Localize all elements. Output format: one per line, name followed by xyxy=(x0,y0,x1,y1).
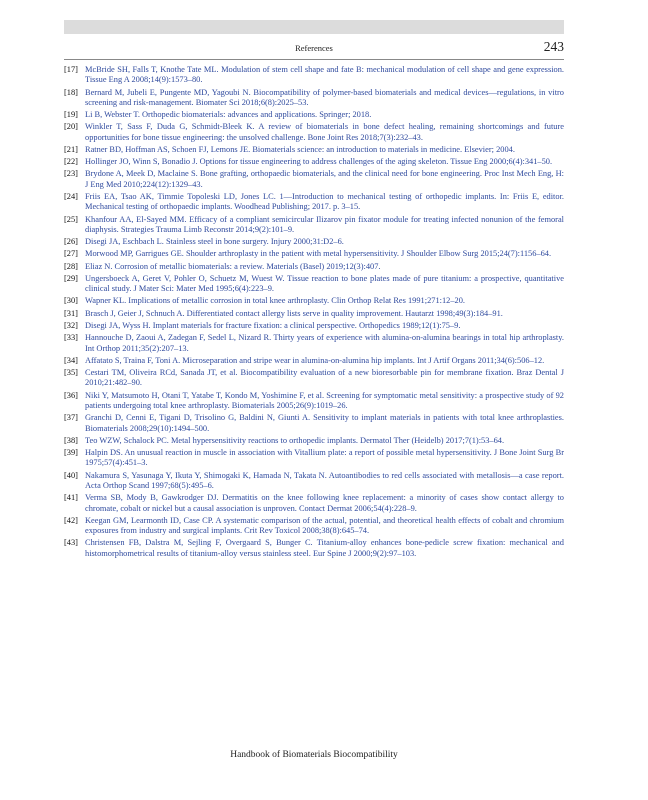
reference-item xyxy=(64,110,564,120)
reference-item xyxy=(64,215,564,236)
reference-item xyxy=(64,88,564,109)
reference-text[interactable]: Halpin DS. An unusual reaction in muscle in association with Vitallium plate: a report of possible metal hypersensitivity. J Bone Joint Surg Br 1975;57(4):451–3. xyxy=(85,447,564,468)
reference-number: [18] xyxy=(64,87,78,97)
reference-text[interactable]: Disegi JA, Eschbach L. Stainless steel in bone surgery. Injury 2000;31:D2–6. xyxy=(85,237,344,247)
reference-item xyxy=(64,471,564,492)
reference-item xyxy=(64,538,564,559)
reference-number: [33] xyxy=(64,333,78,343)
reference-text[interactable]: Morwood MP, Garrigues GE. Shoulder arthroplasty in the patient with metal hypersensitivity. J Shoulder Elbow Surg 2015;24(7):1156–64. xyxy=(85,249,552,259)
reference-text[interactable]: Li B, Webster T. Orthopedic biomaterials: advances and applications. Springer; 2018. xyxy=(85,110,372,120)
reference-number: [34] xyxy=(64,355,78,365)
reference-item xyxy=(64,157,564,167)
reference-number: [28] xyxy=(64,261,78,271)
reference-text[interactable]: Khanfour AA, El-Sayed MM. Efficacy of a compliant semicircular Ilizarov pin fixator module for treating infected nonunion of the femoral diaphysis. Strategies Trauma Limb Reconstr 2014;9(2):101–9. xyxy=(85,214,564,235)
reference-number: [35] xyxy=(64,367,78,377)
page-number: 243 xyxy=(543,39,564,54)
header-rule xyxy=(64,59,564,60)
footer-book-title: Handbook of Biomaterials Biocompatibility xyxy=(230,750,398,760)
reference-item xyxy=(64,391,564,412)
reference-item xyxy=(64,436,564,446)
reference-item xyxy=(64,296,564,306)
reference-item xyxy=(64,262,564,272)
reference-text[interactable]: Christensen FB, Dalstra M, Sejling F, Overgaard S, Bunger C. Titanium-alloy enhances bone-pedicle screw fixation: mechanical and histomorphometrical results of titanium-alloy versus stainless steel. Eur Spine J 2000;9(2):97–103. xyxy=(85,538,564,558)
reference-number: [36] xyxy=(64,390,78,400)
reference-number: [25] xyxy=(64,214,78,224)
reference-item xyxy=(64,122,564,143)
reference-text[interactable]: Teo WZW, Schalock PC. Metal hypersensitivity reactions to orthopedic implants. Dermatol Ther (Heidelb) 2017;7(1):53–64. xyxy=(85,435,505,445)
reference-item xyxy=(64,368,564,389)
reference-text[interactable]: Winkler T, Sass F, Duda G, Schmidt-Bleek K. A review of biomaterials in bone defect healing, remaining shortcomings and future opportunities for bone tissue engineering: the unsolved challenge. Bone Joint Res 2018;7(3):232–43. xyxy=(85,122,564,142)
reference-number: [41] xyxy=(64,493,78,503)
reference-text[interactable]: McBride SH, Falls T, Knothe Tate ML. Modulation of stem cell shape and fate B: mechanical modulation of cell shape and gene expression. Tissue Eng A 2008;14(9):1573–80. xyxy=(85,65,564,85)
reference-number: [39] xyxy=(64,447,78,457)
reference-text[interactable]: Verma SB, Mody B, Gawkrodger DJ. Dermatitis on the knee following knee replacement: a minority of cases show contact allergy to chromate, cobalt or nickel but a causal association is unproven. Contact Dermat 2006;54(4):228–9. xyxy=(85,493,564,513)
reference-number: [30] xyxy=(64,296,78,306)
reference-item xyxy=(64,333,564,354)
reference-text[interactable]: Ratner BD, Hoffman AS, Schoen FJ, Lemons JE. Biomaterials science: an introduction to materials in medicine. Elsevier; 2004. xyxy=(85,145,515,155)
reference-list xyxy=(64,65,564,561)
reference-number: [40] xyxy=(64,470,78,480)
reference-number: [24] xyxy=(64,192,78,202)
reference-text[interactable]: Granchi D, Cenni E, Tigani D, Trisolino G, Baldini N, Giunti A. Sensitivity to implant materials in patients with total knee arthroplasties. Biomaterials 2008;29(10):1494–500. xyxy=(85,413,564,433)
reference-item xyxy=(64,169,564,190)
reference-item xyxy=(64,65,564,86)
reference-text[interactable]: Hannouche D, Zaoui A, Zadegan F, Sedel L, Nizard R. Thirty years of experience with alumina-on-alumina bearings in total hip arthroplasty. Int Orthop 2011;35(2):207–13. xyxy=(85,333,564,353)
reference-number: [31] xyxy=(64,308,78,318)
reference-item xyxy=(64,448,564,469)
reference-text[interactable]: Keegan GM, Learmonth ID, Case CP. A systematic comparison of the actual, potential, and theoretical health effects of cobalt and chromium exposures from industry and surgical implants. Crit Rev Toxicol 2008;38(8):645–74. xyxy=(85,515,564,536)
reference-item xyxy=(64,249,564,259)
reference-item xyxy=(64,237,564,247)
reference-text[interactable]: Friis EA, Tsao AK, Timmie Topoleski LD, Jones LC. 1—Introduction to mechanical testing of orthopedic implants. In: Friis E, editor. Mechanical testing of orthopaedic implants. Woodhead Publishing; 2017. p. 3–15. xyxy=(85,192,564,212)
reference-number: [26] xyxy=(64,237,78,247)
reference-item xyxy=(64,413,564,434)
reference-text[interactable]: Brasch J, Geier J, Schnuch A. Differentiated contact allergy lists serve in quality improvement. Hautarzt 1998;49(3):184–91. xyxy=(85,308,503,318)
reference-item xyxy=(64,274,564,295)
running-head xyxy=(64,40,564,58)
reference-text[interactable]: Brydone A, Meek D, Maclaine S. Bone grafting, orthopaedic biomaterials, and the clinical need for bone engineering. Proc Inst Mech Eng, H: J Eng Med 2010;224(12):1329–43. xyxy=(85,169,564,189)
reference-text[interactable]: Eliaz N. Corrosion of metallic biomaterials: a review. Materials (Basel) 2019;12(3):407. xyxy=(85,261,381,271)
reference-item xyxy=(64,356,564,366)
running-title: References xyxy=(295,43,333,53)
reference-item xyxy=(64,309,564,319)
reference-text[interactable]: Cestari TM, Oliveira RCd, Sanada JT, et al. Biocompatibility evaluation of a new bioresorbable pin for membrane fixation. Braz Dental J 2010;21:482–90. xyxy=(85,367,564,388)
reference-text[interactable]: Nakamura S, Yasunaga Y, Ikuta Y, Shimogaki K, Hamada N, Takata N. Autoantibodies to red cells associated with metallosis—a case report. Acta Orthop Scand 1997;68(5):495–6. xyxy=(85,470,564,490)
reference-number: [42] xyxy=(64,515,78,525)
reference-number: [19] xyxy=(64,110,78,120)
reference-text[interactable]: Affatato S, Traina F, Toni A. Microseparation and stripe wear in alumina-on-alumina hip implants. Int J Artif Organs 2011;34(6):506–12. xyxy=(85,355,545,365)
header-shade-bar xyxy=(64,20,564,34)
reference-item xyxy=(64,493,564,514)
reference-item xyxy=(64,192,564,213)
reference-text[interactable]: Hollinger JO, Winn S, Bonadio J. Options for tissue engineering to address challenges of the aging skeleton. Tissue Eng 2000;6(4):341–50. xyxy=(85,157,553,167)
reference-number: [29] xyxy=(64,273,78,283)
reference-number: [43] xyxy=(64,538,78,548)
reference-text[interactable]: Bernard M, Jubeli E, Pungente MD, Yagoubi N. Biocompatibility of polymer-based biomaterials and medical devices—regulations, in vitro screening and risk-management. Biomater Sci 2018;6(8):2025–53. xyxy=(85,87,564,108)
reference-number: [38] xyxy=(64,435,78,445)
reference-number: [32] xyxy=(64,320,78,330)
reference-item xyxy=(64,321,564,331)
reference-number: [17] xyxy=(64,65,78,74)
reference-text[interactable]: Wapner KL. Implications of metallic corrosion in total knee arthroplasty. Clin Orthop Relat Res 1991;271:12–20. xyxy=(85,296,465,306)
reference-number: [21] xyxy=(64,145,78,155)
reference-number: [37] xyxy=(64,413,78,423)
reference-item xyxy=(64,145,564,155)
reference-text[interactable]: Disegi JA, Wyss H. Implant materials for fracture fixation: a clinical perspective. Orthopedics 1989;12(1):75–9. xyxy=(85,320,461,330)
reference-number: [20] xyxy=(64,122,78,132)
reference-text[interactable]: Ungersboeck A, Geret V, Pohler O, Schuetz M, Wuest W. Tissue reaction to bone plates made of pure titanium: a prospective, quantitative clinical study. J Mater Sci: Mater Med 1995;6(4):223–9. xyxy=(85,273,564,294)
reference-item xyxy=(64,516,564,537)
reference-number: [22] xyxy=(64,157,78,167)
reference-number: [23] xyxy=(64,169,78,179)
reference-number: [27] xyxy=(64,249,78,259)
reference-text[interactable]: Niki Y, Matsumoto H, Otani T, Yatabe T, Kondo M, Yoshimine F, et al. Screening for symptomatic metal sensitivity: a prospective study of 92 patients undergoing total knee arthroplasty. Biomaterials 2005;26(9):1019–26. xyxy=(85,390,564,410)
